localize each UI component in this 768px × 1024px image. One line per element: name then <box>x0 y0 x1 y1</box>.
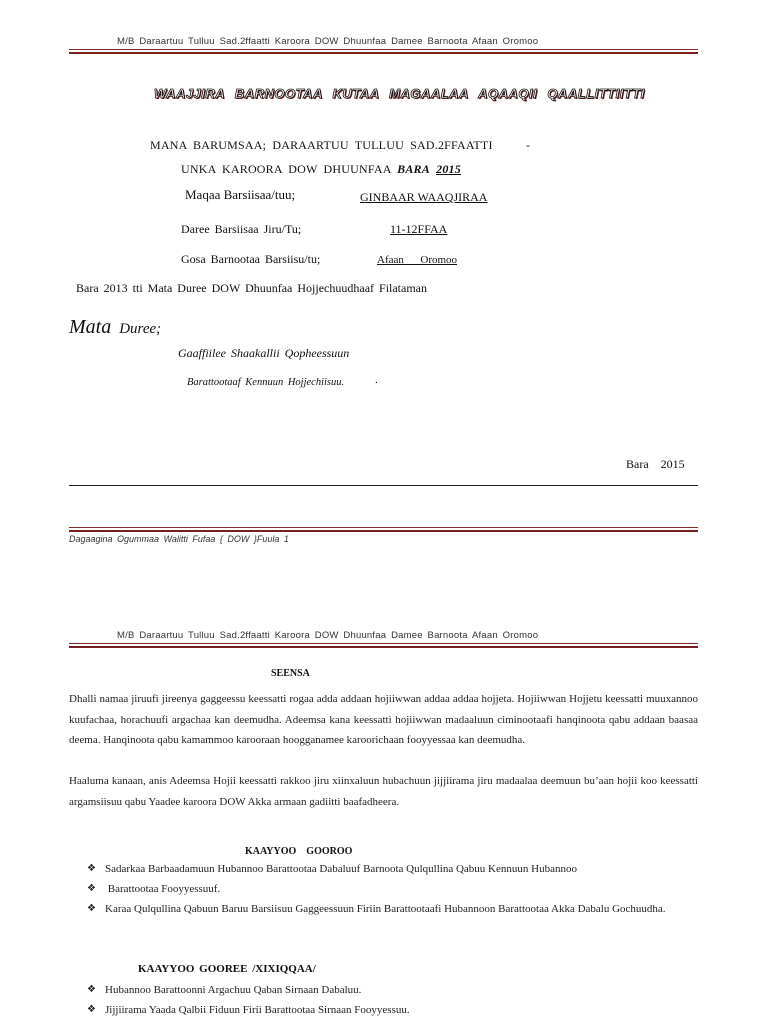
plan-line <box>181 162 461 177</box>
footer-rule <box>69 527 698 528</box>
topic-1: Gaaffiilee Shaakallii Qopheessuun <box>178 346 350 360</box>
seensa-paragraph-2: Haaluma kanaan, anis Adeemsa Hojii keessatti rakkoo jiru xiinxaluun hubachuun jijjiirama jiru madaalaa deemuun bu’aan hojii koo keessatti argamsiisuu qabu Yaadee karoora DOW Akka armaan gadiitti baafadheera. <box>69 775 698 808</box>
plan-label: UNKA KAROORA DOW DHUUNFAA <box>181 162 391 176</box>
bullet-icon: ❖ <box>87 863 96 874</box>
gooree-item: ❖ Jijjiirama Yaada Qalbii Fiduun Firii Barattootaa Sirnaan Fooyyessuu. <box>87 1000 698 1021</box>
kaayyoo-gooree-heading: KAAYYOO GOOREE /XIXIQQAA/ <box>138 963 316 975</box>
school-mark: - <box>526 138 531 152</box>
page-footer: Dagaagina Ogummaa Walitti Fufaa { DOW }Fuula 1 <box>69 534 289 544</box>
intro-line: Bara 2013 tti Mata Duree DOW Dhuunfaa Hojjechuudhaaf Filataman <box>76 281 428 295</box>
teacher-value: GINBAAR WAAQJIRAA <box>360 190 488 204</box>
bara-label: BARA <box>397 162 430 176</box>
gooree-item: ❖ Hubannoo Barattoonni Argachuu Qaban Sirnaan Dabaluu. <box>87 980 698 1001</box>
duree-word: Duree; <box>119 321 162 337</box>
page-header: M/B Daraartuu Tulluu Sad.2ffaatti Karoora DOW Dhuunfaa Damee Barnoota Afaan Oromoo <box>117 36 539 47</box>
bullet-icon: ❖ <box>87 903 96 914</box>
gooroo-item: ❖ Karaa Qulqullina Qabuun Baruu Barsiisuu Gaggeessuun Firiin Barattootaafi Hubannoon Barattootaa Akka Dabalu Gochuudha. <box>87 899 698 920</box>
topic-2: Barattootaaf Kennuun Hojjechiisuu. <box>187 377 345 388</box>
bullet-icon: ❖ <box>87 1004 96 1015</box>
mata-duree-heading <box>69 316 161 339</box>
footer-rule-thick <box>69 530 698 532</box>
bara-footer: Bara 2015 <box>626 457 685 471</box>
header-rule-thick <box>69 646 698 648</box>
gooroo-item: ❖ Sadarkaa Barbaadamuun Hubannoo Barattootaa Dabaluuf Barnoota Qulqullina Qabuu Kennuun Hubannoo <box>87 859 698 880</box>
header-rule-thick <box>69 52 698 54</box>
topic-2-mark: . <box>375 374 378 386</box>
header-rule <box>69 643 698 644</box>
bullet-icon: ❖ <box>87 883 96 894</box>
kaayyoo-gooroo-heading: KAAYYOO GOOROO <box>245 846 353 857</box>
document-title: WAAJJIRA BARNOOTAA KUTAA MAGAALAA AQAAQII QAALLITTIITTI <box>154 86 645 101</box>
bullet-icon: ❖ <box>87 984 96 995</box>
gooroo-item: ❖ Barattootaa Fooyyessuuf. <box>87 879 698 900</box>
teacher-label: Maqaa Barsiisaa/tuu; <box>185 187 296 202</box>
page-1-rule <box>69 485 698 486</box>
header-rule <box>69 49 698 50</box>
seensa-heading: SEENSA <box>271 668 310 679</box>
school-name: MANA BARUMSAA; DARAARTUU TULLUU SAD.2FFAATTI <box>150 138 493 152</box>
grade-value: 11-12FFAA <box>390 222 448 236</box>
subject-label: Gosa Barnootaa Barsiisu/tu; <box>181 252 321 266</box>
grade-label: Daree Barsiisaa Jiru/Tu; <box>181 222 302 236</box>
mata-word: Mata <box>69 316 112 338</box>
seensa-paragraph-1: Dhalli namaa jiruufi jireenya gaggeessu keessatti rogaa adda addaan hojiiwwan addaa addaa hojjeta. Hojiiwwan Hojjetu keessatti muuxannoo kuufachaa, horachuufi argachaa kan deemudha. Adeemsa kana keessatti hojiiwwan madaaluun ciminootaafi hanqinoota qabu addaan baasaa deema. Hanqinoota qabu kamammoo karooraan hoogganamee karoorichaan fooyyessaa kan deemudha. <box>69 693 698 746</box>
bara-year: 2015 <box>436 162 461 176</box>
subject-value: Afaan Oromoo <box>377 254 458 266</box>
page-header: M/B Daraartuu Tulluu Sad.2ffaatti Karoora DOW Dhuunfaa Damee Barnoota Afaan Oromoo <box>117 630 539 641</box>
